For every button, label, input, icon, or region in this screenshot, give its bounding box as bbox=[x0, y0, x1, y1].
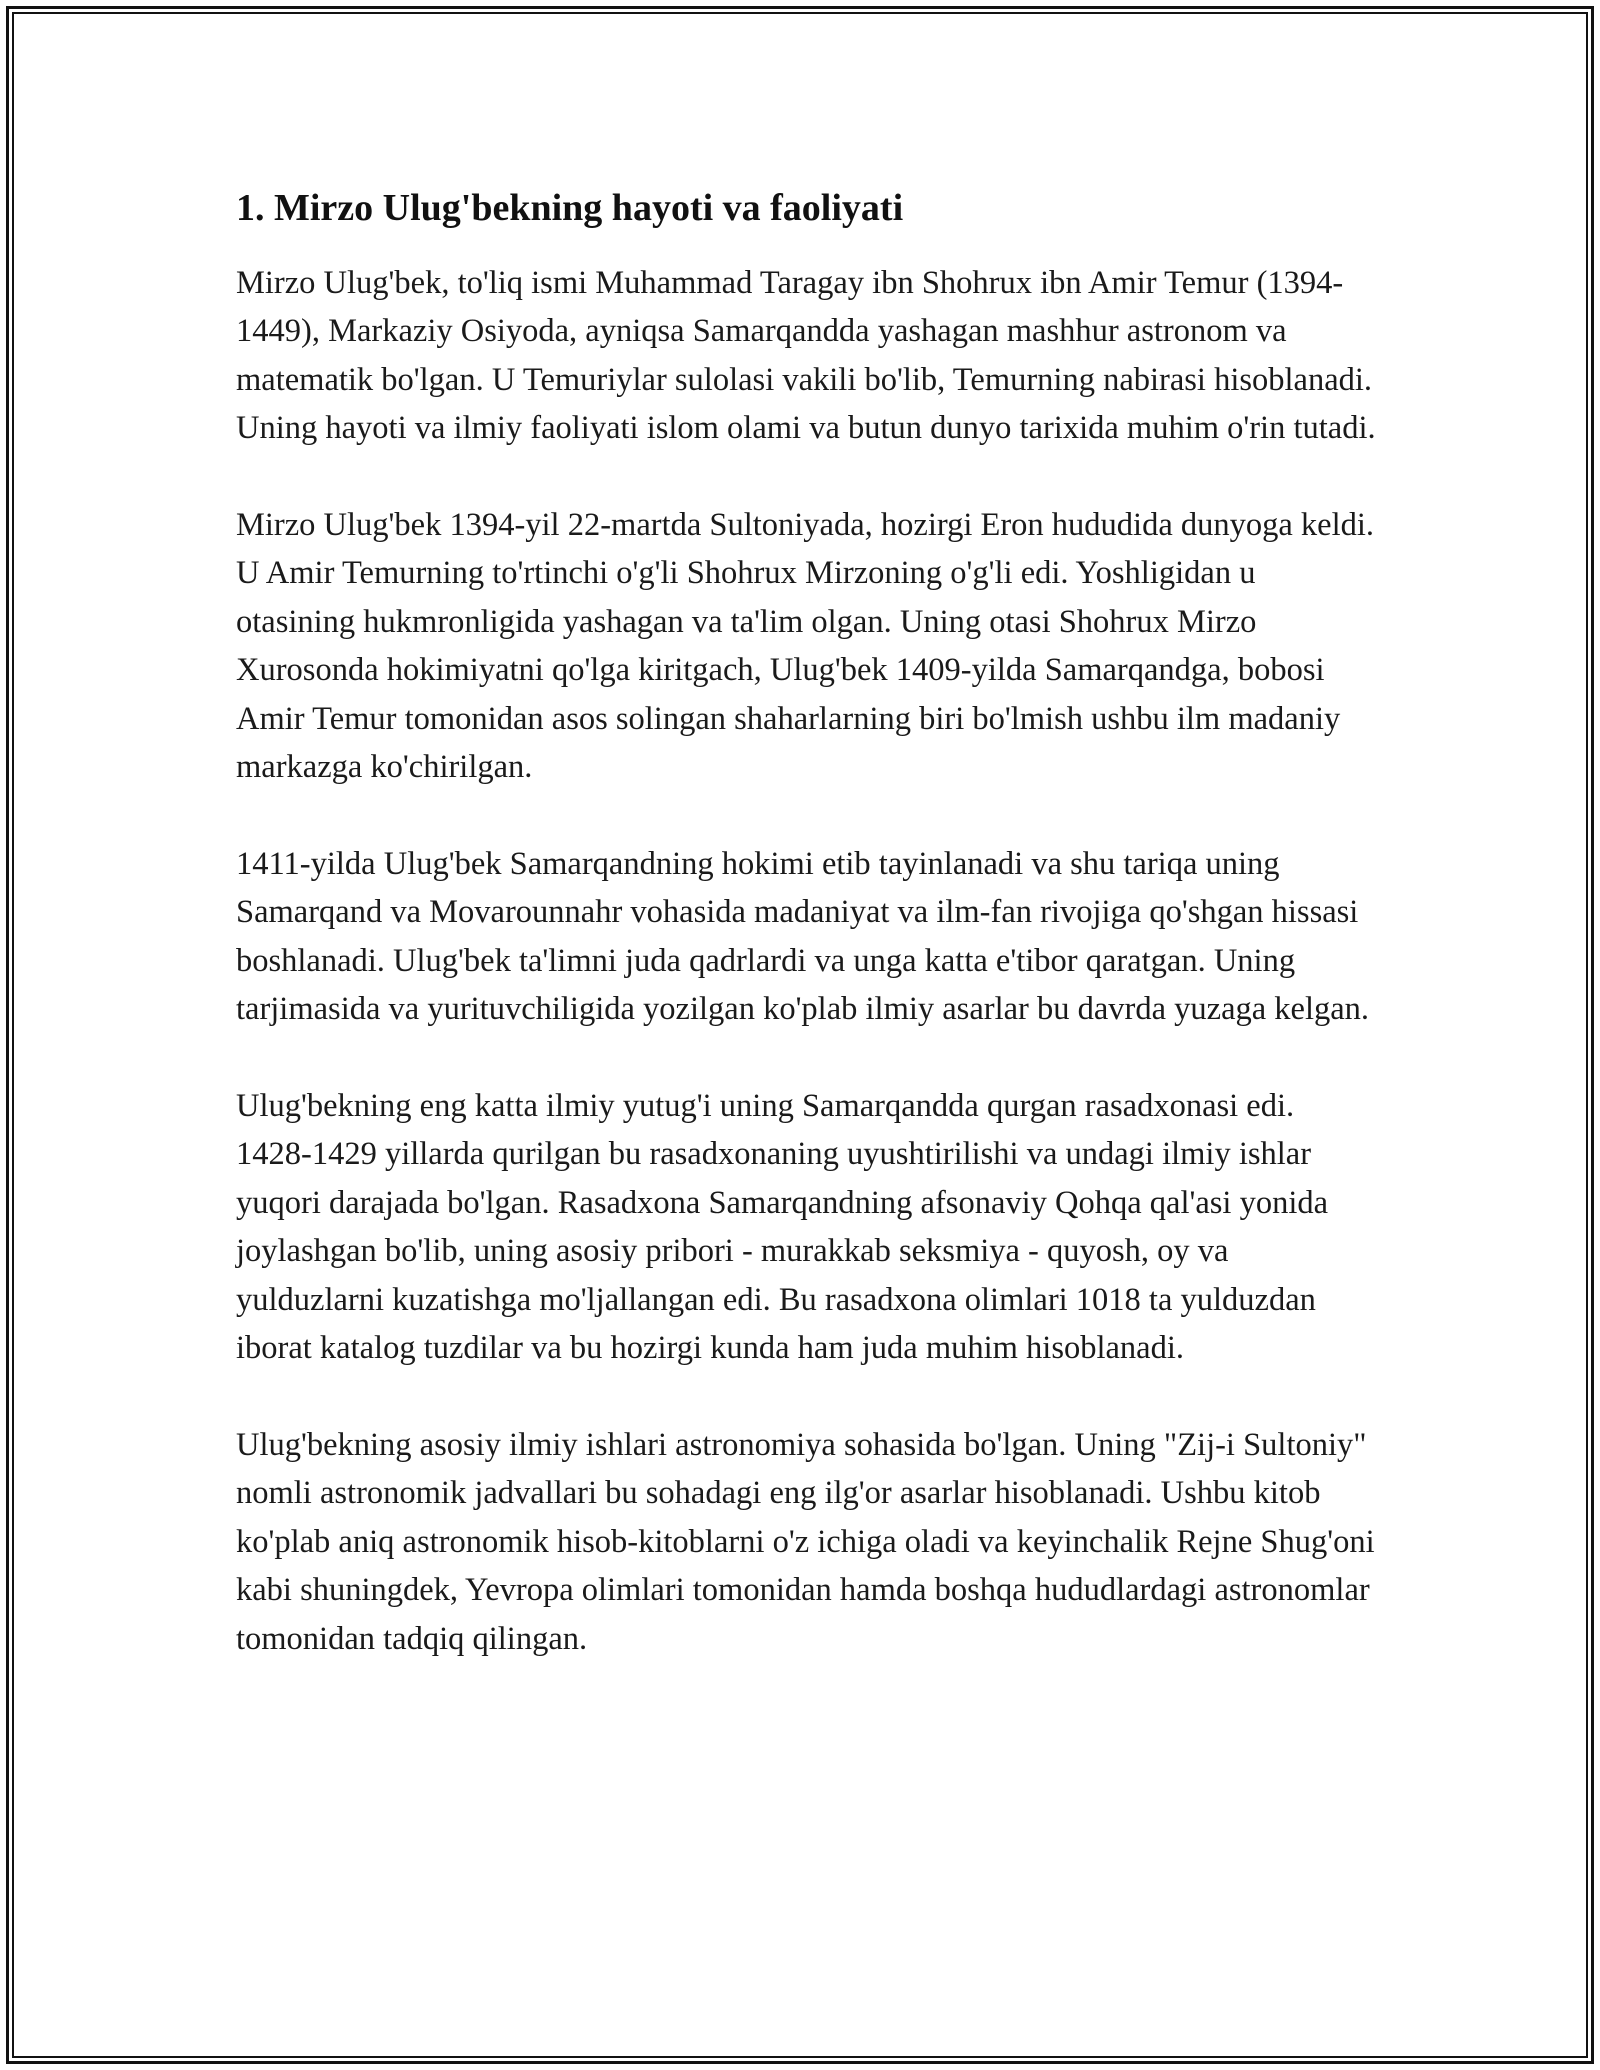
document-body bbox=[236, 186, 1376, 1711]
paragraph-4: Ulug'bekning eng katta ilmiy yutug'i uning Samarqandda qurgan rasadxonasi edi. 1428-1429 yillarda qurilgan bu rasadxonaning uyushtirilishi va undagi ilmiy ishlar yuqori darajada bo'lgan. Rasadxona Samarqandning afsonaviy Qohqa qal'asi yonida joylashgan bo'lib, uning asosiy pribori - murakkab seksmiya - quyosh, oy va yulduzlarni kuzatishga mo'ljallangan edi. Bu rasadxona olimlari 1018 ta yulduzdan iborat katalog tuzdilar va bu hozirgi kunda ham juda muhim hisoblanadi. bbox=[236, 1087, 1329, 1367]
paragraph-5: Ulug'bekning asosiy ilmiy ishlari astronomiya sohasida bo'lgan. Uning "Zij-i Sultoniy" nomli astronomik jadvallari bu sohadagi eng ilg'or asarlar hisoblanadi. Ushbu kitob ko'plab aniq astronomik hisob-kitoblarni o'z ichiga oladi va keyinchalik Rejne Shug'oni kabi shuningdek, Yevropa olimlari tomonidan hamda boshqa hududlardagi astronomlar tomonidan tadqiq qilingan. bbox=[236, 1426, 1375, 1657]
paragraph-1: Mirzo Ulug'bek, to'liq ismi Muhammad Taragay ibn Shohrux ibn Amir Temur (1394-1449), Markaziy Osiyoda, ayniqsa Samarqandda yashagan mashhur astronom va matematik bo'lgan. U Temuriylar sulolasi vakili bo'lib, Temurning nabirasi hisoblanadi. Uning hayoti va ilmiy faoliyati islom olami va butun dunyo tarixida muhim o'rin tutadi. bbox=[236, 264, 1376, 447]
paragraph-2: Mirzo Ulug'bek 1394-yil 22-martda Sultoniyada, hozirgi Eron hududida dunyoga keldi. U Amir Temurning to'rtinchi o'g'li Shohrux Mirzoning o'g'li edi. Yoshligidan u otasining hukmronligida yashagan va ta'lim olgan. Uning otasi Shohrux Mirzo Xurosonda hokimiyatni qo'lga kiritgach, Ulug'bek 1409-yilda Samarqandga, bobosi Amir Temur tomonidan asos solingan shaharlarning biri bo'lmish ushbu ilm madaniy markazga ko'chirilgan. bbox=[236, 506, 1375, 786]
page-title: 1. Mirzo Ulug'bekning hayoti va faoliyati bbox=[236, 187, 904, 229]
paragraph-3: 1411-yilda Ulug'bek Samarqandning hokimi etib tayinlanadi va shu tariqa uning Samarqand va Movarounnahr vohasida madaniyat va ilm-fan rivojiga qo'shgan hissasi boshlanadi. Ulug'bek ta'limni juda qadrlardi va unga katta e'tibor qaratgan. Uning tarjimasida va yurituvchiligida yozilgan ko'plab ilmiy asarlar bu davrda yuzaga kelgan. bbox=[236, 845, 1370, 1028]
